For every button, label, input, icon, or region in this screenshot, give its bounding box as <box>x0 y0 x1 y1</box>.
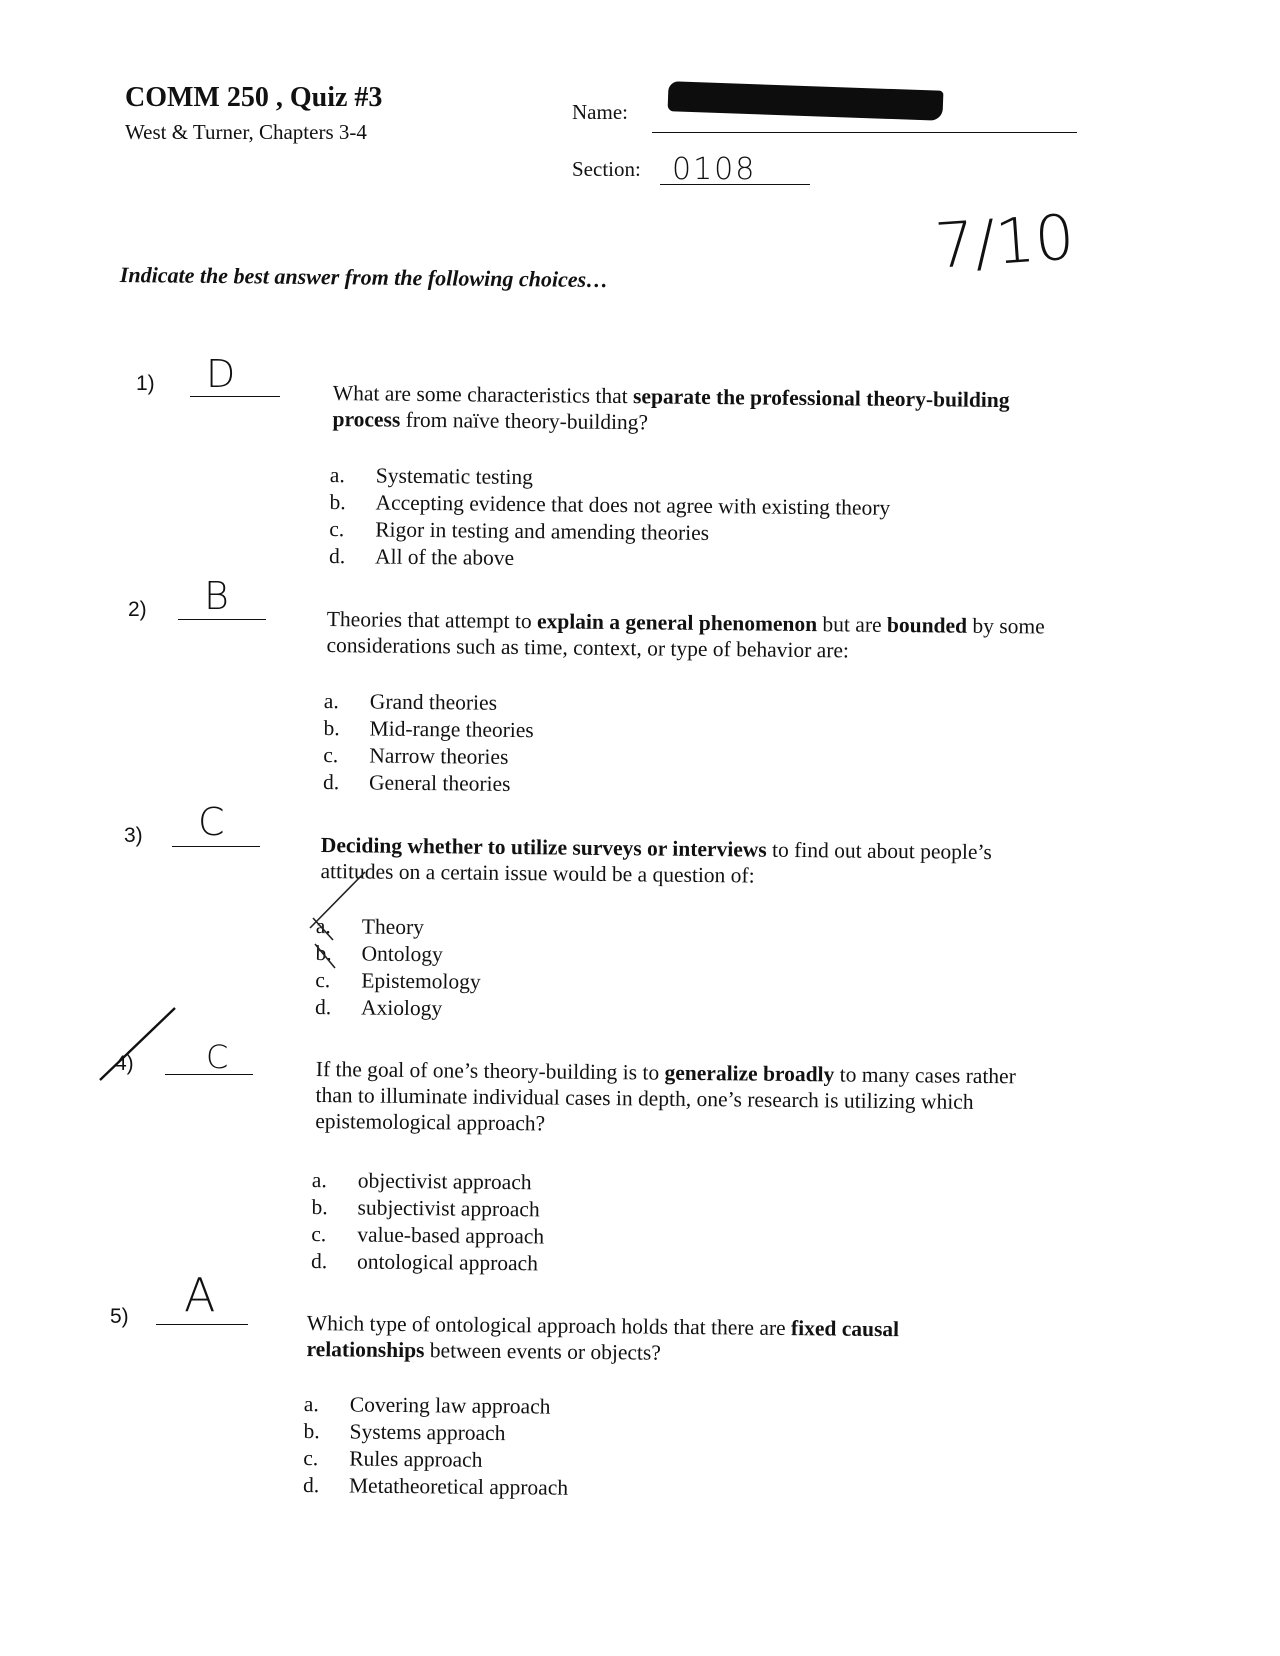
course-title: COMM 250 , Quiz #3 <box>125 82 383 113</box>
question-5-number: 5) <box>110 1305 129 1328</box>
question-3-text: Deciding whether to utilize surveys or interviews to find out about people’s attitudes on a certain issue would be a question of: <box>320 832 992 888</box>
question-4-text: If the goal of one’s theory-building is to generalize broadly to many cases rather than to illuminate individual cases in depth, one’s research is utilizing which epistemological approach? <box>315 1057 1016 1136</box>
question-5-options <box>303 1391 569 1502</box>
option-d[interactable]: d. General theories <box>322 769 511 796</box>
question-1-answer-line[interactable] <box>190 396 280 397</box>
score-mark: 7/10 <box>932 200 1077 283</box>
question-1-text: What are some characteristics that separate the professional theory-building process from naïve theory-building? <box>332 380 1010 435</box>
question-4-answer: C <box>206 1038 229 1076</box>
question-3-options <box>315 913 482 1023</box>
question-1-answer: D <box>206 352 236 396</box>
option-a[interactable]: a. Covering law approach <box>303 1392 551 1419</box>
option-b[interactable]: b. Mid-range theories <box>323 715 534 743</box>
option-b[interactable]: b. subjectivist approach <box>311 1194 540 1222</box>
question-2-answer-line[interactable] <box>178 619 266 620</box>
option-c[interactable]: c. Epistemology <box>315 967 481 994</box>
question-3-number: 3) <box>124 824 143 847</box>
question-1-number: 1) <box>136 372 155 395</box>
question-1-options <box>329 462 891 576</box>
name-label: Name: <box>572 100 628 124</box>
option-a[interactable]: a. Theory <box>315 913 425 940</box>
name-field-line[interactable] <box>652 132 1077 133</box>
option-c[interactable]: c. Narrow theories <box>323 742 509 769</box>
option-d[interactable]: d. ontological approach <box>310 1248 539 1276</box>
question-2-text: Theories that attempt to explain a general phenomenon but are bounded by some considerations such as time, context, or type of behavior are: <box>326 606 1045 663</box>
question-5-answer: A <box>184 1268 216 1322</box>
question-5-answer-line[interactable] <box>156 1324 248 1325</box>
question-2-number: 2) <box>128 598 147 621</box>
option-b[interactable]: b. Ontology <box>315 940 443 967</box>
question-3-answer: C <box>198 800 225 844</box>
option-a[interactable]: a. Grand theories <box>323 688 498 715</box>
question-2-options <box>323 688 534 798</box>
redaction-mark <box>668 81 944 121</box>
option-a[interactable]: a. objectivist approach <box>311 1168 532 1195</box>
option-b[interactable]: b. Accepting evidence that does not agree with existing theory <box>329 489 891 520</box>
instructions: Indicate the best answer from the following choices… <box>119 262 609 293</box>
section-label: Section: <box>572 157 641 181</box>
question-4-options <box>311 1167 545 1277</box>
option-c[interactable]: c. Rules approach <box>303 1445 483 1472</box>
question-2-answer: B <box>204 574 229 618</box>
option-a[interactable]: a. Systematic testing <box>329 462 534 490</box>
option-d[interactable]: d. Metatheoretical approach <box>302 1472 569 1500</box>
option-c[interactable]: c. value-based approach <box>311 1221 545 1249</box>
option-b[interactable]: b. Systems approach <box>303 1418 506 1446</box>
question-5-text: Which type of ontological approach holds that there are fixed causal relationships between events or objects? <box>306 1311 900 1365</box>
option-d[interactable]: d. All of the above <box>328 543 515 570</box>
question-4-number: 4) <box>115 1052 134 1075</box>
course-subtitle: West & Turner, Chapters 3-4 <box>125 120 367 144</box>
section-value: 0108 <box>672 152 757 187</box>
wrong-mark-q4 <box>100 1008 175 1080</box>
option-d[interactable]: d. Axiology <box>314 994 443 1021</box>
option-c[interactable]: c. Rigor in testing and amending theories <box>329 516 710 545</box>
question-3-answer-line[interactable] <box>172 846 260 847</box>
